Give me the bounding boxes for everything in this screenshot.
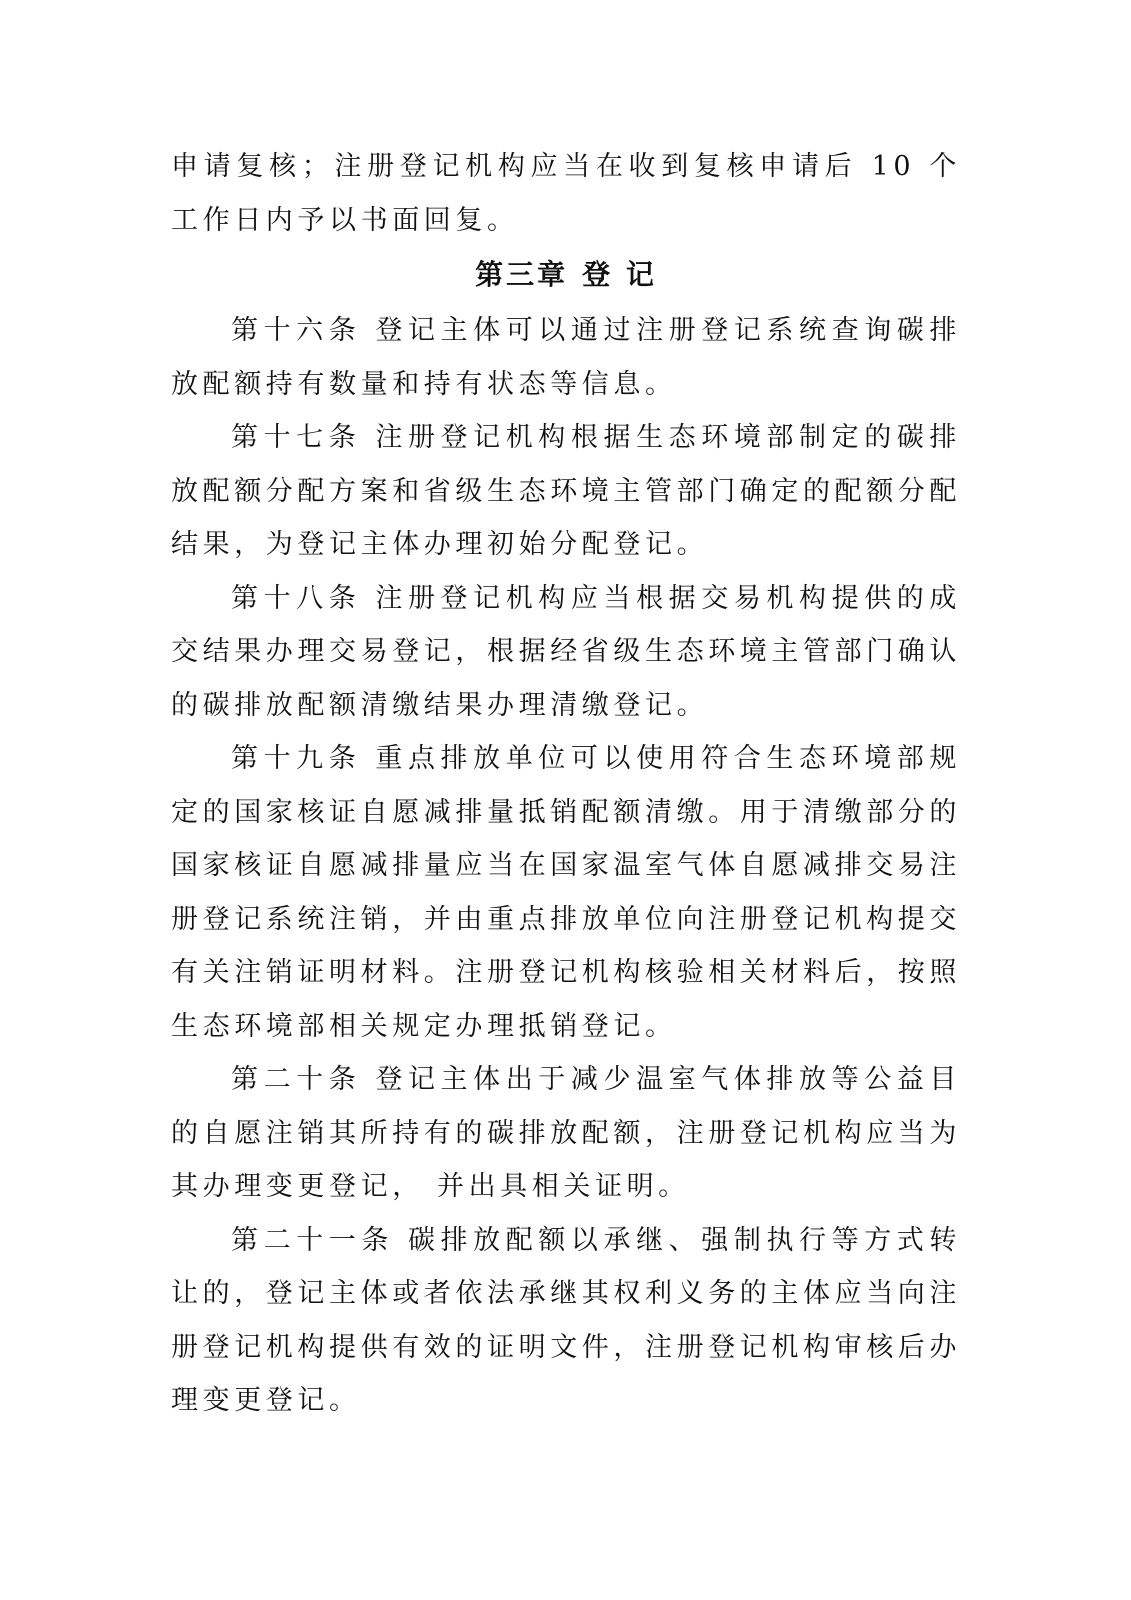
article-text: 重点排放单位可以使用符合生态环境部规定的国家核证自愿减排量抵销配额清缴。用于清缴部分的国家核证自愿减排量应当在国家温室气体自愿减排交易注册登记系统注销，并由重点排放单位向注册登记机构提交有关注销证明材料。注册登记机构核验相关材料后，按照生态环境部相关规定办理抵销登记。 <box>171 743 961 1042</box>
article-number: 第十八条 <box>231 582 362 614</box>
chapter-title: 登 记 <box>582 258 657 291</box>
article-20 <box>171 1053 961 1214</box>
article-text: 注册登记机构根据生态环境部制定的碳排放配额分配方案和省级生态环境主管部门确定的配额分配结果，为登记主体办理初始分配登记。 <box>171 422 961 560</box>
article-text: 碳排放配额以承继、强制执行等方式转让的，登记主体或者依法承继其权利义务的主体应当向注册登记机构提供有效的证明文件，注册登记机构审核后办理变更登记。 <box>171 1224 961 1416</box>
chapter-heading <box>171 250 961 300</box>
article-number: 第二十一条 <box>231 1224 394 1256</box>
article-number: 第十九条 <box>231 743 362 774</box>
continuation-paragraph: 申请复核；注册登记机构应当在收到复核申请后 10 个工作日内予以书面回复。 <box>171 151 961 236</box>
article-18 <box>171 572 961 733</box>
article-number: 第十七条 <box>231 422 362 453</box>
article-19 <box>171 732 961 1053</box>
document-body <box>171 140 961 1428</box>
article-number: 第二十条 <box>231 1064 362 1095</box>
article-17 <box>171 411 961 572</box>
article-text: 注册登记机构应当根据交易机构提供的成交结果办理交易登记，根据经省级生态环境主管部门确认的碳排放配额清缴结果办理清缴登记。 <box>171 582 961 721</box>
article-text: 登记主体出于减少温室气体排放等公益目的自愿注销其所持有的碳排放配额，注册登记机构应当为其办理变更登记， 并出具相关证明。 <box>171 1064 961 1202</box>
article-16 <box>171 304 961 411</box>
article-number: 第十六条 <box>231 315 362 346</box>
article-text: 登记主体可以通过注册登记系统查询碳排放配额持有数量和持有状态等信息。 <box>171 315 961 400</box>
article-21 <box>171 1214 961 1428</box>
chapter-number: 第三章 <box>475 258 569 291</box>
